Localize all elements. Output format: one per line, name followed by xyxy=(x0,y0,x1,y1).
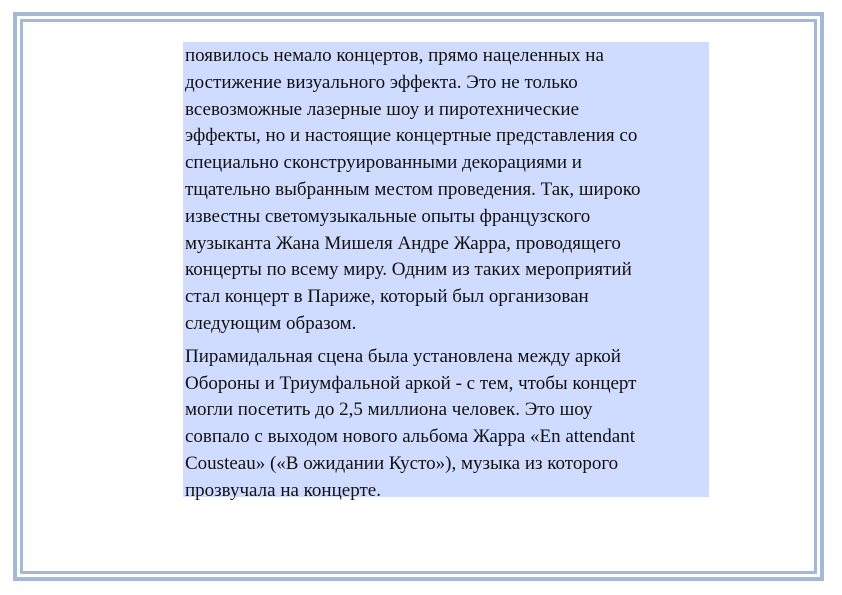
text-line: Пирамидальная сцена была установлена между аркой xyxy=(185,345,621,367)
text-line: достижение визуального эффекта. Это не только xyxy=(185,71,578,93)
text-line: стал концерт в Париже, который был организован xyxy=(185,286,589,308)
text-line: совпало с выходом нового альбома Жарра «En attendant xyxy=(185,426,635,448)
text-line: концерты по всему миру. Одним из таких мероприятий xyxy=(185,259,632,281)
paragraph-1 xyxy=(185,43,707,338)
text-line: следующим образом. xyxy=(185,312,357,334)
text-box xyxy=(183,42,709,501)
text-line: появилось немало концертов, прямо нацеленных на xyxy=(185,45,604,66)
text-line: эффекты, но и настоящие концертные представления со xyxy=(185,125,638,147)
paragraph-2 xyxy=(185,344,707,505)
text-line: прозвучала на концерте. xyxy=(185,479,381,501)
text-line: всевозможные лазерные шоу и пиротехнические xyxy=(185,98,580,120)
text-line: известны светомузыкальные опыты французского xyxy=(185,205,591,227)
text-line: могли посетить до 2,5 миллиона человек. Это шоу xyxy=(185,399,593,421)
text-line: Cousteau» («В ожидании Кусто»), музыка из которого xyxy=(185,452,619,474)
text-line: Обороны и Триумфальной аркой - с тем, чтобы концерт xyxy=(185,372,637,394)
text-line: музыканта Жана Мишеля Андре Жарра, проводящего xyxy=(185,232,621,254)
text-line: специально сконструированными декорациями и xyxy=(185,152,582,174)
text-line: тщательно выбранным местом проведения. Так, широко xyxy=(185,178,641,200)
